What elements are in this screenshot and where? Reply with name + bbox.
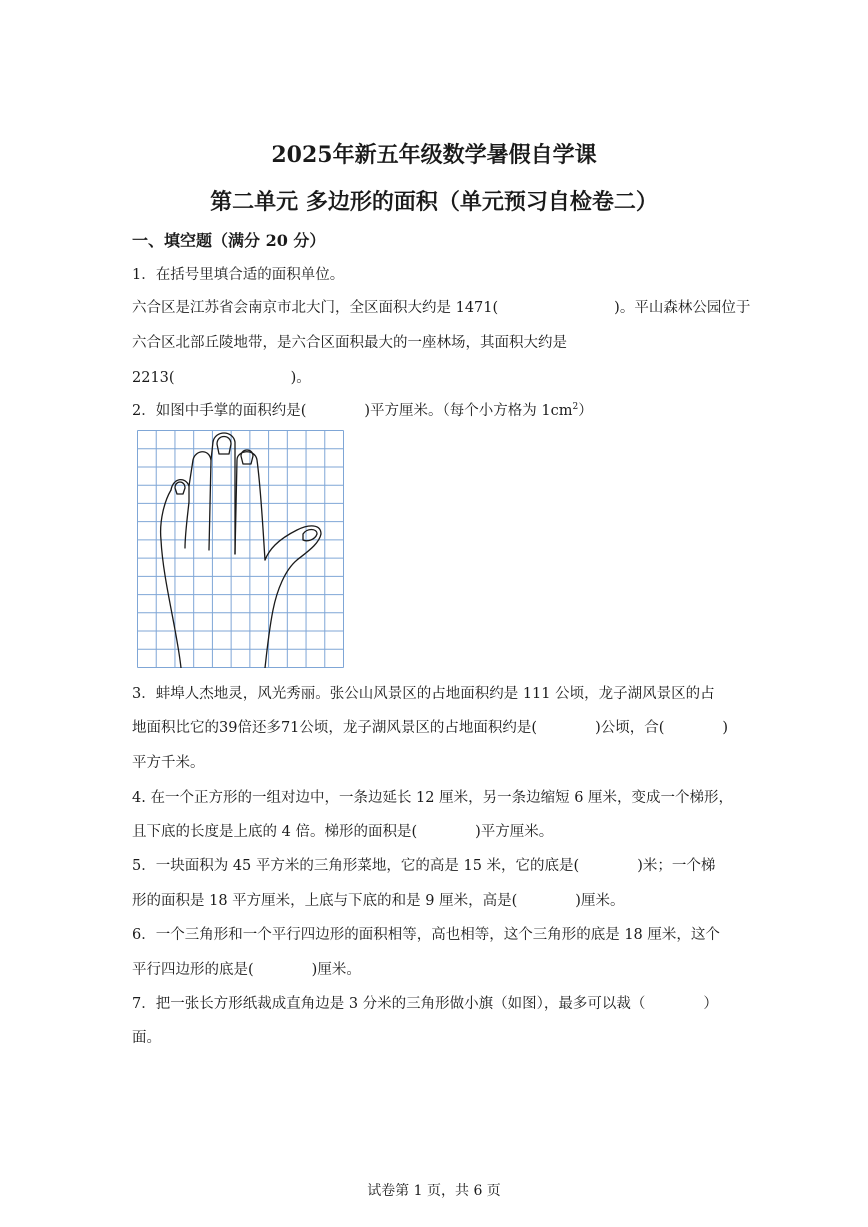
question-7-line-1: 7．把一张长方形纸裁成直角边是 3 分米的三角形做小旗（如图），最多可以裁（ ） bbox=[132, 996, 718, 1012]
question-4-line-2: 且下底的长度是上底的 4 倍。梯形的面积是( )平方厘米。 bbox=[132, 824, 554, 840]
question-4-line-1: 4. 在一个正方形的一组对边中，一条边延长 12 厘米，另一条边缩短 6 厘米，变成一个梯形， bbox=[132, 790, 734, 806]
page-title: 2025年新五年级数学暑假自学课 bbox=[271, 142, 597, 168]
question-1-prompt: 1．在括号里填合适的面积单位。 bbox=[132, 267, 345, 283]
question-7-line-2: 面。 bbox=[132, 1030, 161, 1046]
question-1-line-2: 六合区是江苏省会南京市北大门，全区面积大约是 1471( )。平山森林公园位于 bbox=[132, 300, 751, 316]
question-6-line-1: 6．一个三角形和一个平行四边形的面积相等，高也相等，这个三角形的底是 18 厘米，这个 bbox=[132, 927, 720, 943]
section-heading: 一、填空题（满分 20 分） bbox=[132, 231, 326, 250]
question-2: 2．如图中手掌的面积约是( )平方厘米。（每个小方格为 $1cm^2$） bbox=[132, 402, 593, 419]
question-3-line-3: 平方千米。 bbox=[132, 755, 205, 771]
question-5-line-1: 5．一块面积为 45 平方米的三角形菜地，它的高是 15 米，它的底是( )米；一个梯 bbox=[132, 858, 716, 874]
question-1-line-3: 六合区北部丘陵地带，是六合区面积最大的一座林场，其面积大约是 bbox=[132, 335, 567, 351]
question-1-line-4: 2213( )。 bbox=[132, 370, 311, 386]
question-3-line-2: 地面积比它的39倍还多71公顷，龙子湖风景区的占地面积约是( )公顷，合( ) bbox=[132, 720, 729, 736]
question-3-line-1: 3．蚌埠人杰地灵，风光秀丽。张公山风景区的占地面积约是 111 公顷，龙子湖风景区的占 bbox=[132, 686, 715, 702]
page-footer: 试卷第 1 页，共 6 页 bbox=[367, 1183, 501, 1199]
question-5-line-2: 形的面积是 18 平方厘米，上底与下底的和是 9 厘米，高是( )厘米。 bbox=[132, 893, 625, 909]
question-6-line-2: 平行四边形的底是( )厘米。 bbox=[132, 962, 361, 978]
hand-outline bbox=[161, 433, 321, 668]
page-subtitle: 第二单元 多边形的面积（单元预习自检卷二） bbox=[210, 189, 658, 215]
hand-grid-figure bbox=[137, 430, 344, 668]
square-grid bbox=[138, 431, 344, 668]
